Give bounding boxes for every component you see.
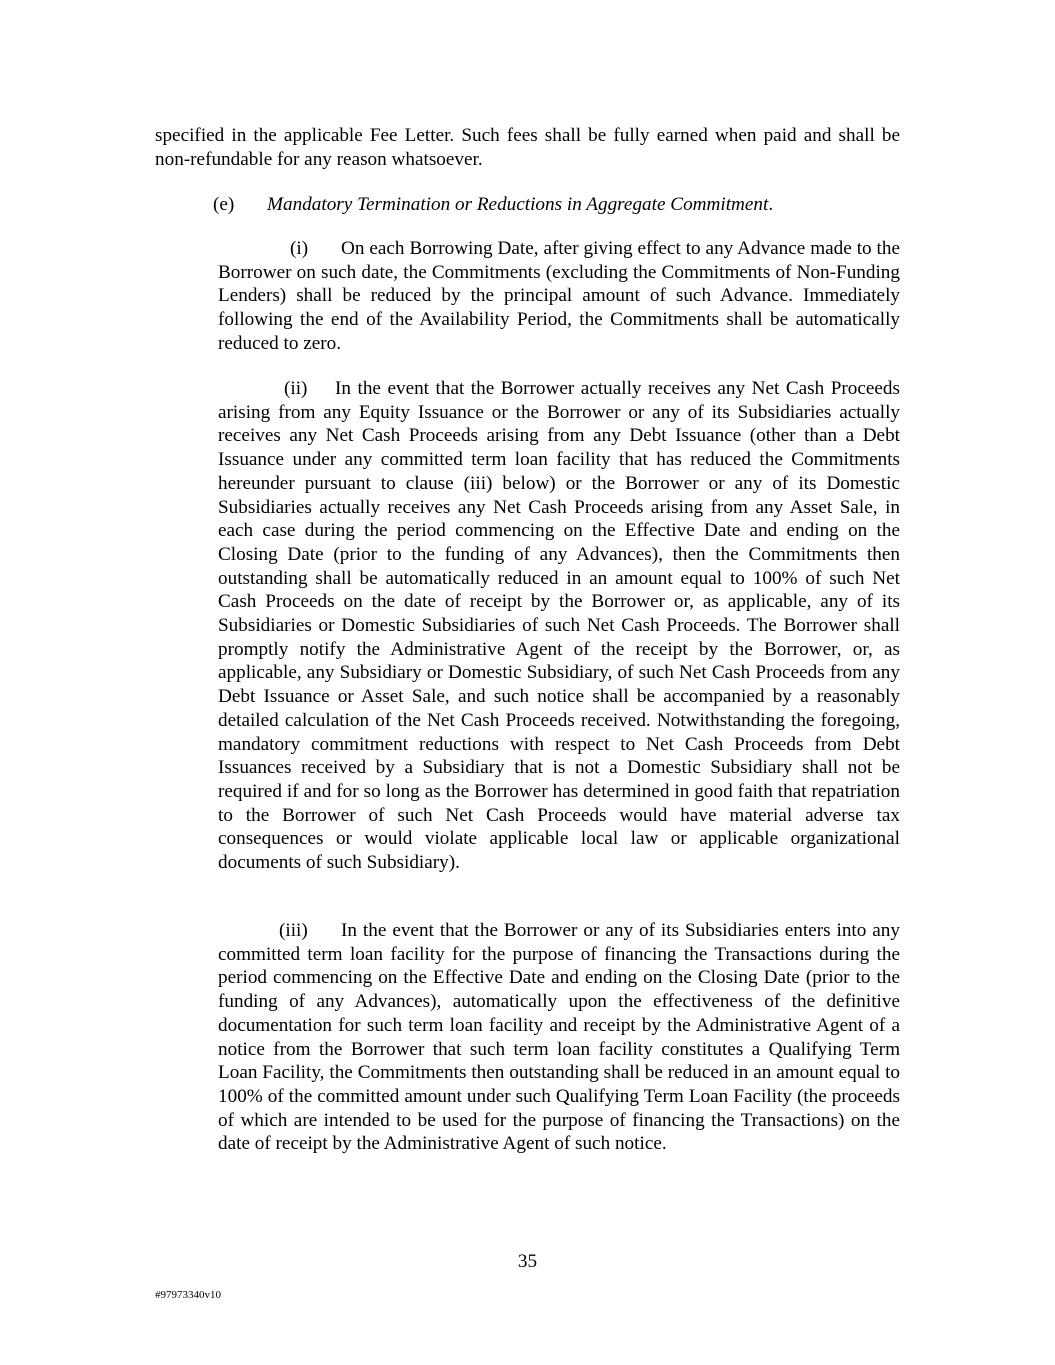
clause-i-label: (i)	[290, 238, 309, 259]
clause-iii	[218, 919, 900, 1156]
clause-i-text: On each Borrowing Date, after giving effect to any Advance made to the Borrower on such date, the Commitments (excluding the Commitments of Non-Funding Lenders) shall be reduced by the principal amount of such Advance. Immediately following the end of the Availability Period, the Commitments shall be automatically reduced to zero.	[218, 238, 900, 354]
section-e-period: .	[768, 194, 774, 215]
clause-i	[218, 237, 900, 356]
section-e-label: (e)	[213, 194, 235, 215]
section-e-title: Mandatory Termination or Reductions in Aggregate Commitment	[267, 194, 769, 215]
section-e-heading	[213, 193, 913, 217]
clause-iii-text: In the event that the Borrower or any of its Subsidiaries enters into any committed term loan facility for the purpose of financing the Transactions during the period commencing on the Effective Date and ending on the Closing Date (prior to the funding of any Advances), automatically upon the effectiveness of the definitive documentation for such term loan facility and receipt by the Administrative Agent of a notice from the Borrower that such term loan facility constitutes a Qualifying Term Loan Facility, the Commitments then outstanding shall be reduced in an amount equal to 100% of the committed amount under such Qualifying Term Loan Facility (the proceeds of which are intended to be used for the purpose of financing the Transactions) on the date of receipt by the Administrative Agent of such notice.	[218, 920, 900, 1155]
clause-ii-label: (ii)	[284, 378, 308, 399]
document-id: #97973340v10	[155, 1289, 221, 1301]
clause-ii-text: In the event that the Borrower actually receives any Net Cash Proceeds arising from any Equity Issuance or the Borrower or any of its Subsidiaries actually receives any Net Cash Proceeds arising from any Debt Issuance (other than a Debt Issuance under any committed term loan facility that has reduced the Commitments hereunder pursuant to clause (iii) below) or the Borrower or any of its Domestic Subsidiaries actually receives any Net Cash Proceeds arising from any Asset Sale, in each case during the period commencing on the Effective Date and ending on the Closing Date (prior to the funding of any Advances), then the Commitments then outstanding shall be automatically reduced in an amount equal to 100% of such Net Cash Proceeds on the date of receipt by the Borrower or, as applicable, any of its Subsidiaries or Domestic Subsidiaries of such Net Cash Proceeds. The Borrower shall promptly notify the Administrative Agent of the receipt by the Borrower, or, as applicable, any Subsidiary or Domestic Subsidiary, of such Net Cash Proceeds from any Debt Issuance or Asset Sale, and such notice shall be accompanied by a reasonably detailed calculation of the Net Cash Proceeds received. Notwithstanding the foregoing, mandatory commitment reductions with respect to Net Cash Proceeds from Debt Issuances received by a Subsidiary that is not a Domestic Subsidiary shall not be required if and for so long as the Borrower has determined in good faith that repatriation to the Borrower of such Net Cash Proceeds would have material adverse tax consequences or would violate applicable local law or applicable organizational documents of such Subsidiary).	[218, 378, 900, 874]
clause-ii	[218, 377, 900, 875]
page-number: 35	[517, 1251, 538, 1272]
intro-paragraph: specified in the applicable Fee Letter. Such fees shall be fully earned when paid and shall be non-refundable for any reason whatsoever.	[155, 125, 900, 170]
clause-iii-label: (iii)	[279, 920, 308, 941]
